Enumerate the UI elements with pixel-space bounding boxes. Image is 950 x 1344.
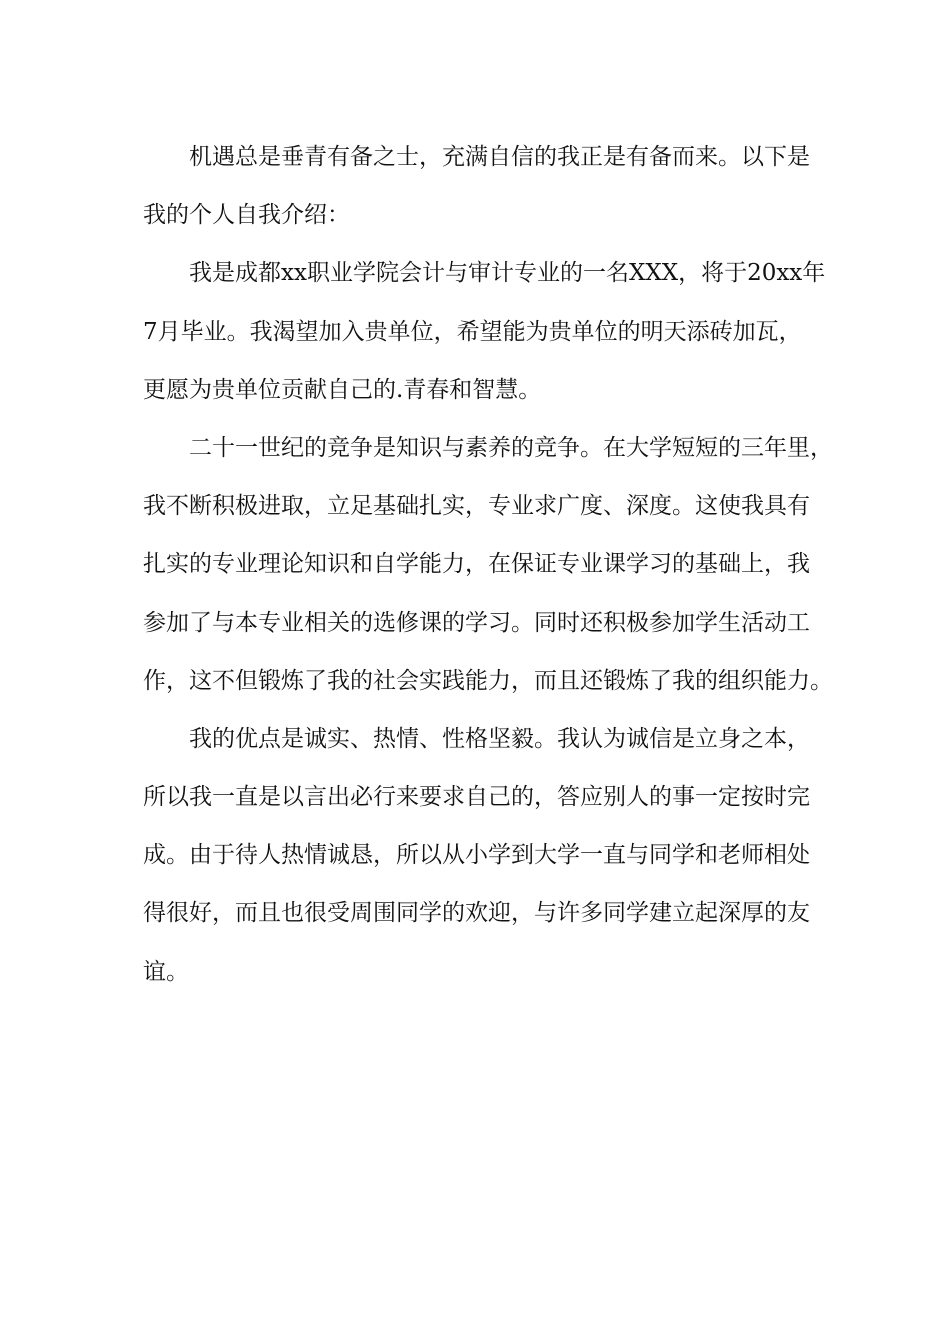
paragraph-1-line-1: 机遇总是垂青有备之士，充满自信的我正是有备而来。以下是 — [189, 144, 810, 170]
paragraph-2-line-1: 我是成都xx职业学院会计与审计专业的一名XXX，将于20xx年 — [189, 260, 826, 287]
paragraph-2-line-2: 7月毕业。我渴望加入贵单位，希望能为贵单位的明天添砖加瓦， — [143, 318, 802, 345]
paragraph-4-line-4: 得很好，而且也很受周围同学的欢迎，与许多同学建立起深厚的友 — [143, 900, 810, 927]
paragraph-4-line-5: 谊。 — [143, 958, 189, 985]
paragraph-4-line-2: 所以我一直是以言出必行来要求自己的，答应别人的事一定按时完 — [143, 784, 810, 811]
paragraph-4-line-1: 我的优点是诚实、热情、性格坚毅。我认为诚信是立身之本， — [189, 725, 810, 752]
paragraph-2-line-3: 更愿为贵单位贡献自己的.青春和智慧。 — [143, 376, 542, 403]
paragraph-4-line-3: 成。由于待人热情诚恳，所以从小学到大学一直与同学和老师相处 — [143, 842, 810, 869]
paragraph-1-line-2: 我的个人自我介绍： — [143, 202, 350, 229]
paragraph-3-line-1: 二十一世纪的竞争是知识与素养的竞争。在大学短短的三年里， — [189, 434, 833, 461]
paragraph-3-line-5: 作，这不但锻炼了我的社会实践能力，而且还锻炼了我的组织能力。 — [143, 667, 833, 694]
paragraph-3-line-3: 扎实的专业理论知识和自学能力，在保证专业课学习的基础上，我 — [143, 551, 810, 578]
paragraph-3-line-4: 参加了与本专业相关的选修课的学习。同时还积极参加学生活动工 — [143, 609, 810, 636]
document-body — [143, 128, 833, 1001]
paragraph-3-line-2: 我不断积极进取，立足基础扎实，专业求广度、深度。这使我具有 — [143, 493, 810, 520]
